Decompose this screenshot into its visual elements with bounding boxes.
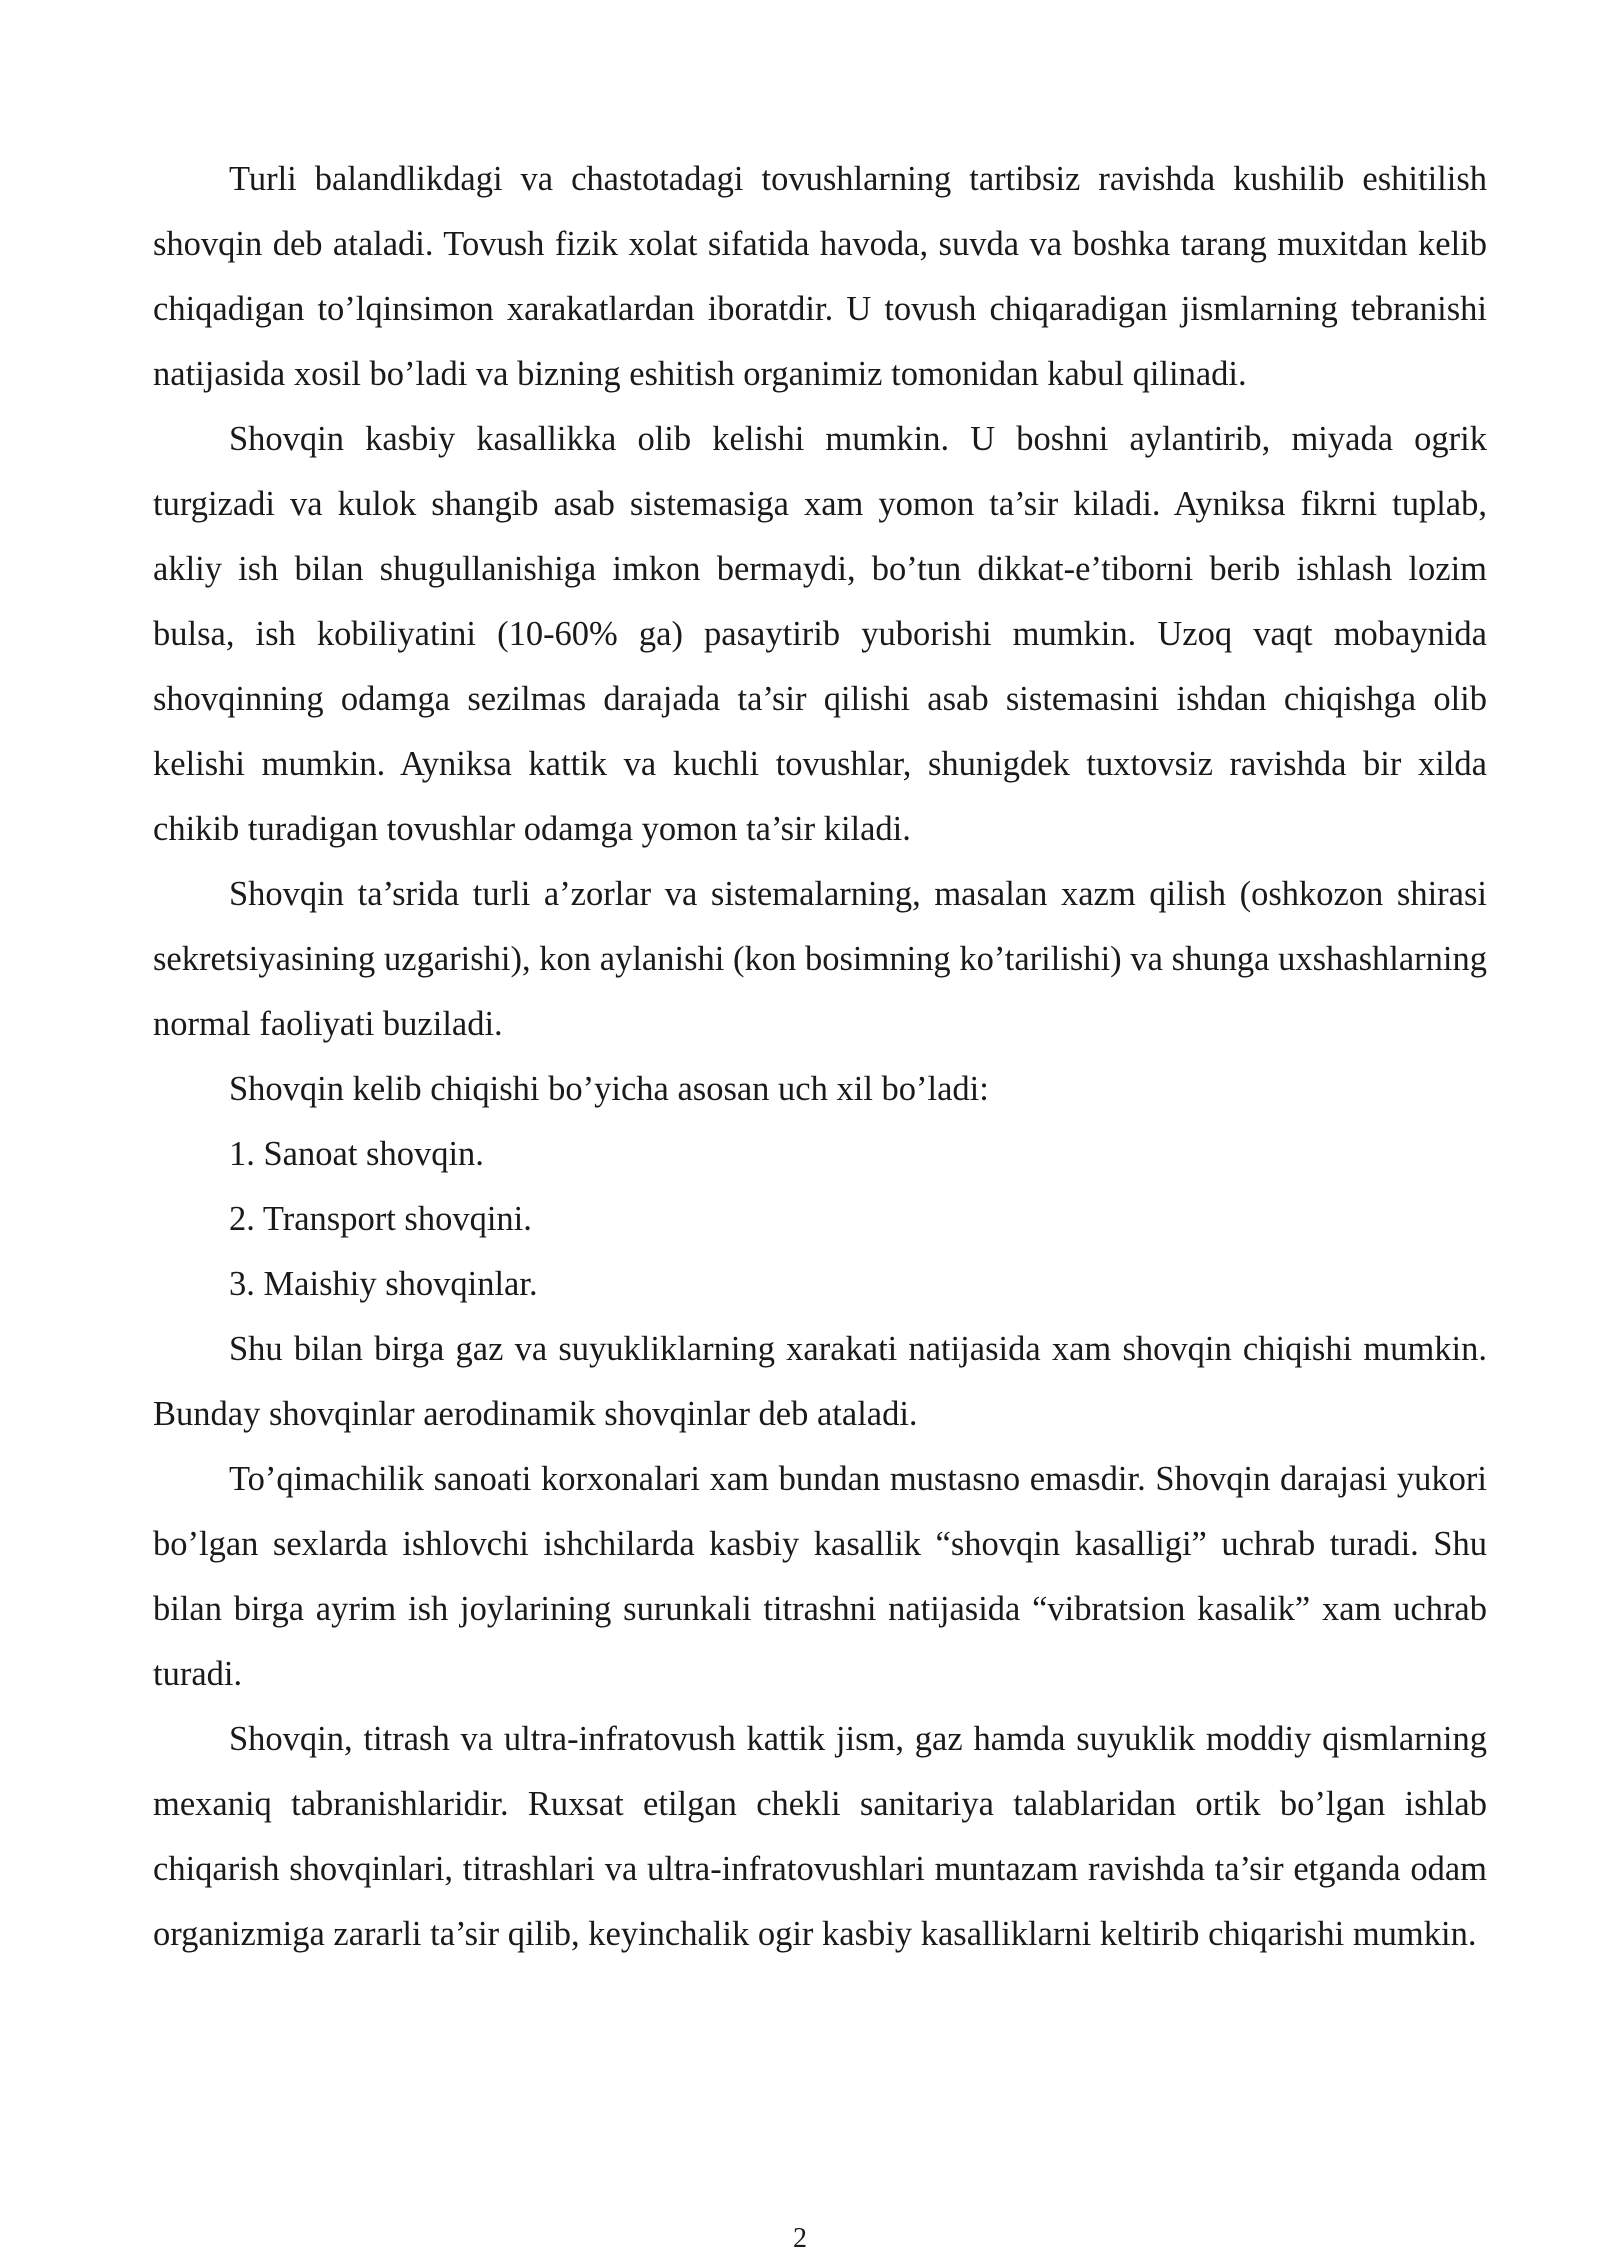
body-text xyxy=(153,147,1487,1967)
paragraph-aerodynamic-noise: Shu bilan birga gaz va suyukliklarning xarakati natijasida xam shovqin chiqishi mumkin. Bunday shovqinlar aerodinamik shovqinlar deb ataladi. xyxy=(153,1330,1487,1433)
list-item-transport-noise: 2. Transport shovqini. xyxy=(229,1200,532,1238)
paragraph-noise-types-intro: Shovqin kelib chiqishi bo’yicha asosan uch xil bo’ladi: xyxy=(229,1070,989,1108)
paragraph-vibration-infrasound: Shovqin, titrash va ultra-infratovush kattik jism, gaz hamda suyuklik moddiy qismlarning mexaniq tabranishlaridir. Ruxsat etilgan chekli sanitariya talablaridan ortik bo’lgan ishlab chiqarish shovqinlari, titrashlari va ultra-infratovushlari muntazam ravishda ta’sir etganda odam organizmiga zararli ta’sir qilib, keyinchalik ogir kasbiy kasalliklarni keltirib chiqarishi mumkin. xyxy=(153,1720,1487,1953)
list-item-industrial-noise: 1. Sanoat shovqin. xyxy=(229,1135,484,1173)
paragraph-textile-industry: To’qimachilik sanoati korxonalari xam bundan mustasno emasdir. Shovqin darajasi yukori bo’lgan sexlarda ishlovchi ishchilarda kasbiy kasallik “shovqin kasalligi” uchrab turadi. Shu bilan birga ayrim ish joylarining surunkali titrashni natijasida “vibratsion kasalik” xam uchrab turadi. xyxy=(153,1460,1487,1693)
paragraph-noise-definition: Turli balandlikdagi va chastotadagi tovushlarning tartibsiz ravishda kushilib eshitilish shovqin deb ataladi. Tovush fizik xolat sifatida havoda, suvda va boshka tarang muxitdan kelib chiqadigan to’lqinsimon xarakatlardan iboratdir. U tovush chiqaradigan jismlarning tebranishi natijasida xosil bo’ladi va bizning eshitish organimiz tomonidan kabul qilinadi. xyxy=(153,160,1487,393)
page-number: 2 xyxy=(793,2223,807,2254)
paragraph-organ-effects: Shovqin ta’srida turli a’zorlar va sistemalarning, masalan xazm qilish (oshkozon shirasi sekretsiyasining uzgarishi), kon aylanishi (kon bosimning ko’tarilishi) va shunga uxshashlarning normal faoliyati buziladi. xyxy=(153,875,1487,1043)
list-item-household-noise: 3. Maishiy shovqinlar. xyxy=(229,1265,538,1303)
paragraph-occupational-disease: Shovqin kasbiy kasallikka olib kelishi mumkin. U boshni aylantirib, miyada ogrik turgizadi va kulok shangib asab sistemasiga xam yomon ta’sir kiladi. Ayniksa fikrni tuplab, akliy ish bilan shugullanishiga imkon bermaydi, bo’tun dikkat-e’tiborni berib ishlash lozim bulsa, ish kobiliyatini (10-60% ga) pasaytirib yuborishi mumkin. Uzoq vaqt mobaynida shovqinning odamga sezilmas darajada ta’sir qilishi asab sistemasini ishdan chiqishga olib kelishi mumkin. Ayniksa kattik va kuchli tovushlar, shunigdek tuxtovsiz ravishda bir xilda chikib turadigan tovushlar odamga yomon ta’sir kiladi. xyxy=(153,420,1487,848)
